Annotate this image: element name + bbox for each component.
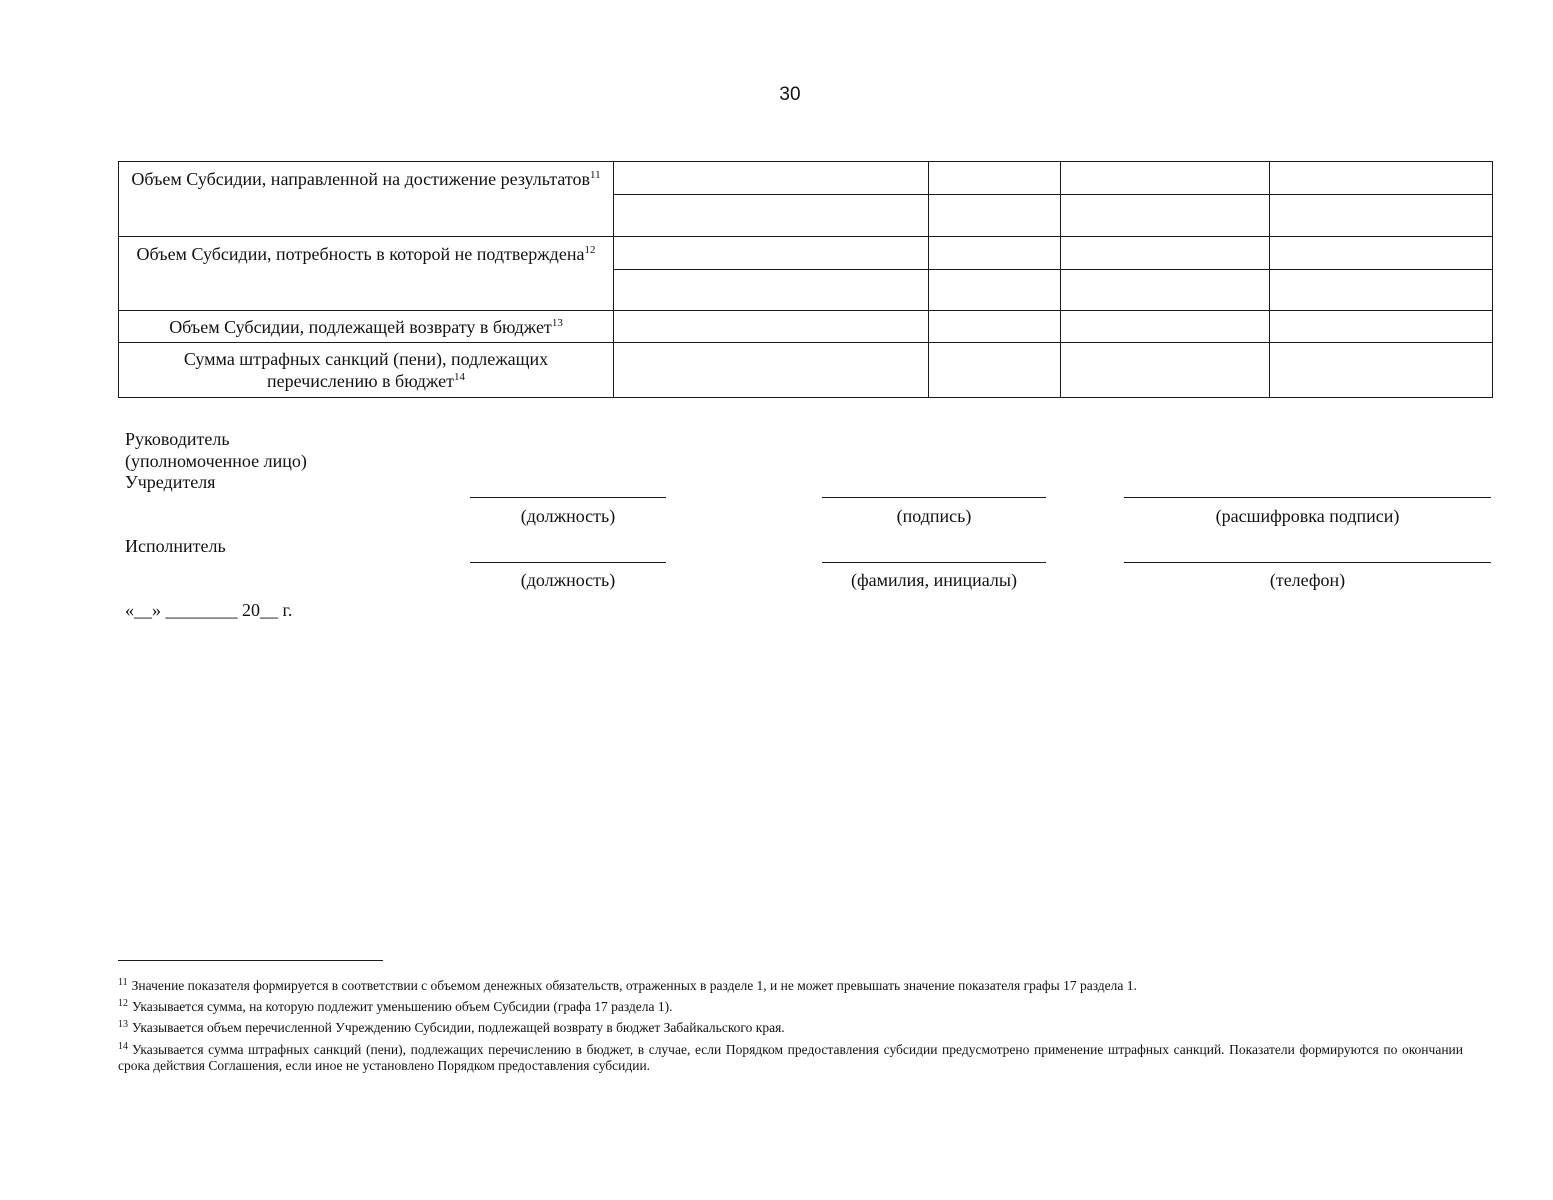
executor-label: Исполнитель: [125, 536, 226, 556]
row-label-results: Объем Субсидии, направленной на достижение результатов$^{11}$: [119, 162, 614, 237]
table-row: [119, 237, 1493, 270]
head-label-authorized: (уполномоченное лицо): [125, 451, 307, 471]
table-cell: [929, 162, 1061, 195]
caption-executor-position: (должность): [520, 570, 616, 590]
caption-executor-name: (фамилия, инициалы): [851, 570, 1017, 590]
table-row: [119, 162, 1493, 195]
footnote-11: $^{11}$ Значение показателя формируется в соответствии с объемом денежных обязательств, отраженных в разделе 1, и не может превышать значение показателя графы 17 раздела 1.: [118, 977, 1137, 993]
table-cell: [1270, 237, 1493, 270]
page-number: 30: [779, 84, 801, 105]
caption-position: (должность): [520, 506, 616, 526]
footnote-12: $^{12}$ Указывается сумма, на которую подлежит уменьшению объем Субсидии (графа 17 раздела 1).: [118, 998, 673, 1014]
footnote-14: $^{14}$ Указывается сумма штрафных санкций (пени), подлежащих перечислению в бюджет, в случае, если Порядком предоставления субсидии предусмотрено применение штрафных санкций. Показатели формируются по окончании срока действия Соглашения, если иное не установлено Порядком предоставления субсидии.: [118, 1041, 1463, 1073]
signature-line: [822, 497, 1046, 498]
table-cell: [1061, 195, 1270, 237]
table-cell: [614, 162, 929, 195]
subsidy-table: [118, 161, 1493, 398]
table-cell: [929, 311, 1061, 343]
table-cell: [1061, 343, 1270, 398]
row-label-unconfirmed: Объем Субсидии, потребность в которой не подтверждена$^{12}$: [119, 237, 614, 311]
table-cell: [929, 343, 1061, 398]
table-cell: [929, 195, 1061, 237]
caption-signature: (подпись): [896, 506, 972, 526]
table-cell: [614, 237, 929, 270]
table-cell: [1270, 343, 1493, 398]
table-cell: [929, 270, 1061, 311]
position-line: [470, 497, 666, 498]
row-label-penalties: Сумма штрафных санкций (пени), подлежащих перечислению в бюджет$^{14}$: [119, 343, 614, 398]
table-cell: [614, 195, 929, 237]
table-cell: [1061, 270, 1270, 311]
table-cell: [1270, 162, 1493, 195]
table-cell: [614, 270, 929, 311]
row-label-return: Объем Субсидии, подлежащей возврату в бюджет$^{13}$: [119, 311, 614, 343]
signature-decoding-line: [1124, 497, 1491, 498]
table-cell: [1270, 195, 1493, 237]
table-row: [119, 343, 1493, 398]
date-line: «__» ________ 20__ г.: [125, 600, 293, 620]
table-cell: [1061, 237, 1270, 270]
table-cell: [1270, 311, 1493, 343]
executor-phone-line: [1124, 562, 1491, 563]
table-cell: [614, 311, 929, 343]
table-cell: [1061, 311, 1270, 343]
executor-position-line: [470, 562, 666, 563]
table-cell: [614, 343, 929, 398]
table-row: [119, 311, 1493, 343]
head-label-founder: Учредителя: [125, 472, 216, 492]
footnote-separator: [118, 960, 383, 961]
table-cell: [1270, 270, 1493, 311]
table-cell: [929, 237, 1061, 270]
footnote-13: $^{13}$ Указывается объем перечисленной Учреждению Субсидии, подлежащей возврату в бюджет Забайкальского края.: [118, 1019, 785, 1035]
caption-executor-phone: (телефон): [1269, 570, 1346, 590]
table-cell: [1061, 162, 1270, 195]
head-label: Руководитель: [125, 429, 230, 449]
executor-name-line: [822, 562, 1046, 563]
caption-signature-decoding: (расшифровка подписи): [1215, 506, 1400, 526]
